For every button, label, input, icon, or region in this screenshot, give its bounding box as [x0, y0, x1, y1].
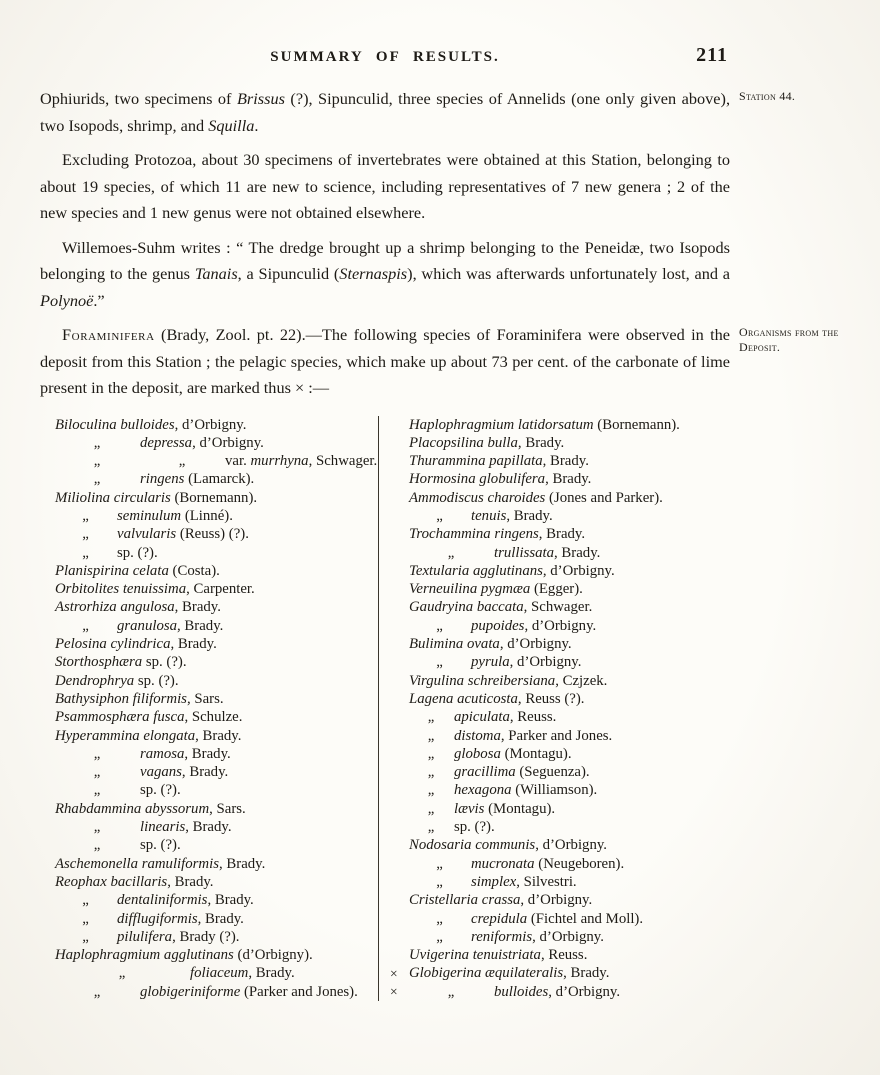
species-row	[55, 598, 378, 616]
species-row	[55, 507, 378, 525]
taxon-name: Sternaspis	[339, 264, 408, 283]
text-run: , Sars.	[209, 800, 246, 817]
text-run: sp. (?).	[140, 782, 181, 799]
species-row	[55, 727, 378, 745]
ditto-mark: „	[82, 892, 90, 909]
taxon-name: mucronata	[471, 855, 535, 872]
text-run: (Lamarck).	[184, 471, 255, 488]
species-row	[55, 544, 378, 562]
taxon-name: Bulimina ovata	[409, 636, 500, 653]
taxon-name: lævis	[454, 800, 485, 817]
text-run: , Czjzek.	[555, 672, 608, 689]
taxon-name: Placopsilina bulla	[409, 434, 518, 451]
species-row	[55, 617, 378, 635]
text-run: (Montagu).	[500, 745, 572, 762]
taxon-name: Storthosphæra	[55, 654, 143, 671]
ditto-mark: „	[82, 507, 90, 524]
ditto-mark: „	[93, 453, 102, 470]
species-row	[409, 708, 852, 726]
taxon-name: Astrorhiza angulosa	[55, 599, 175, 616]
text-run: , d’Orbigny.	[499, 636, 572, 653]
taxon-name: Reophax bacillaris	[55, 873, 168, 890]
taxon-name: Gaudryina baccata	[409, 599, 524, 616]
text-run: , d’Orbigny.	[535, 837, 607, 854]
text-run: , Schwager.	[308, 453, 378, 470]
taxon-name: murrhyna	[250, 453, 309, 470]
taxon-name: Haplophragmium latidorsatum	[409, 416, 594, 433]
ditto-mark: „	[93, 837, 102, 854]
text-run: (Seguenza).	[515, 764, 590, 781]
species-row	[409, 635, 852, 653]
text-run: (Neugeboren).	[534, 855, 625, 872]
species-row	[55, 910, 378, 928]
text-run: , d’Orbigny.	[532, 928, 604, 945]
taxon-name: Uvigerina tenuistriata	[409, 947, 541, 964]
taxon-name: Ammodiscus charoides	[409, 489, 546, 506]
species-row	[55, 470, 378, 488]
species-row	[409, 452, 852, 470]
taxon-name: Aschemonella ramuliformis	[55, 855, 219, 872]
text-run: Willemoes-Suhm writes : “ The dredge brought up a shrimp belonging to the Peneidæ, two Isopods belonging to the genus	[40, 237, 730, 283]
species-row	[409, 507, 852, 525]
species-row	[409, 416, 852, 434]
text-run: var.	[225, 453, 251, 470]
ditto-mark: „	[178, 453, 187, 470]
taxon-name: Biloculina bulloides	[55, 416, 175, 433]
taxon-name: valvularis	[117, 526, 177, 543]
ditto-mark: „	[427, 819, 436, 836]
text-run: , Brady.	[174, 599, 221, 616]
taxon-name: simplex	[471, 873, 517, 890]
species-row	[55, 946, 378, 964]
species-row	[409, 763, 852, 781]
text-run: .	[254, 115, 259, 135]
text-run: , Reuss (?).	[517, 690, 585, 707]
text-run: , Parker and Jones.	[500, 727, 613, 744]
species-row	[409, 928, 852, 946]
text-run: , Brady.	[506, 507, 553, 524]
text-run: , Brady.	[542, 453, 589, 470]
text-run: (Brady, Zool. pt. 22).—The following species of Foraminifera were observed in the deposit from this Station ; the pelagic species, which make up about 73 per cent. of the carbonate of lime present in the deposit, are marked thus × :—	[40, 325, 730, 397]
taxon-name: Tanais	[194, 264, 238, 283]
text-run: (Jones and Parker).	[545, 489, 663, 506]
species-row	[409, 562, 852, 580]
small-caps-text: Foraminifera	[62, 325, 155, 344]
text-run: , d’Orbigny.	[524, 617, 597, 634]
species-row	[409, 910, 852, 928]
text-run: , d’Orbigny.	[548, 983, 621, 1000]
text-run: (Montagu).	[484, 800, 556, 817]
taxon-name: Miliolina circularis	[55, 489, 171, 506]
page-content	[40, 44, 839, 1001]
text-run: sp. (?).	[454, 819, 495, 836]
text-run: , d’Orbigny.	[520, 892, 593, 909]
ditto-mark: „	[82, 544, 90, 561]
species-row	[409, 672, 852, 690]
taxon-name: Squilla	[208, 115, 255, 135]
text-run: (Linné).	[181, 507, 233, 524]
species-row	[409, 653, 852, 671]
text-run: , Brady.	[554, 544, 601, 561]
taxon-name: linearis	[140, 819, 186, 836]
species-row	[55, 818, 378, 836]
ditto-mark: „	[82, 928, 90, 945]
taxon-name: Virgulina schreibersiana	[409, 672, 556, 689]
taxon-name: seminulum	[117, 507, 182, 524]
species-row	[55, 928, 378, 946]
species-row	[390, 964, 852, 982]
text-run: , Brady.	[195, 727, 242, 744]
ditto-mark: „	[436, 928, 444, 945]
taxon-name: pupoides	[471, 617, 525, 634]
taxon-name: Planispirina celata	[55, 562, 169, 579]
species-row	[55, 781, 378, 799]
species-row	[409, 745, 852, 763]
ditto-mark: „	[427, 782, 436, 799]
text-run: , d’Orbigny.	[174, 416, 247, 433]
species-row	[409, 489, 852, 507]
text-run: ), which was afterwards unfortunately lost, and a	[407, 264, 731, 283]
taxon-name: reniformis	[471, 928, 533, 945]
species-row	[409, 781, 852, 799]
text-run: , Brady.	[219, 855, 266, 872]
text-run: , Brady.	[563, 965, 610, 982]
species-row	[55, 672, 378, 690]
taxon-name: crepidula	[471, 910, 528, 927]
species-row	[55, 416, 378, 434]
species-row	[55, 983, 378, 1001]
text-run: sp. (?).	[140, 837, 181, 854]
taxon-name: bulloides	[494, 983, 549, 1000]
species-row	[55, 763, 378, 781]
taxon-name: ringens	[140, 471, 185, 488]
ditto-mark: „	[93, 819, 102, 836]
ditto-mark: „	[436, 855, 444, 872]
ditto-mark: „	[447, 544, 456, 561]
species-row	[55, 562, 378, 580]
taxon-name: Thurammina papillata	[409, 453, 543, 470]
taxon-name: Brissus	[236, 89, 285, 108]
taxon-name: Haplophragmium agglutinans	[55, 947, 234, 964]
taxon-name: Rhabdammina abyssorum	[55, 800, 210, 817]
species-row	[55, 745, 378, 763]
text-run: .”	[93, 290, 105, 310]
text-run: sp. (?).	[117, 544, 158, 561]
species-row	[55, 891, 378, 909]
species-row	[409, 818, 852, 836]
taxon-name: Textularia agglutinans	[409, 562, 543, 579]
species-row	[55, 836, 378, 854]
ditto-mark: „	[93, 782, 102, 799]
species-row	[409, 470, 852, 488]
species-row	[55, 452, 378, 470]
text-run: , Schulze.	[184, 709, 243, 726]
species-row	[409, 727, 852, 745]
taxon-name: Psammosphæra fusca	[55, 709, 185, 726]
taxon-name: Verneuilina pygmæa	[409, 581, 531, 598]
ditto-mark: „	[82, 617, 90, 634]
page-number: 211	[696, 44, 728, 66]
taxon-name: pilulifera	[117, 928, 173, 945]
taxon-name: Hormosina globulifera	[409, 471, 546, 488]
text-run: sp. (?).	[142, 654, 187, 671]
text-run: , Brady.	[538, 526, 586, 543]
species-column-left	[40, 416, 378, 1002]
foraminifera-species-list	[40, 416, 852, 1002]
taxon-name: globosa	[454, 745, 501, 762]
ditto-mark: „	[82, 526, 90, 543]
taxon-name: Pelosina cylindrica	[55, 636, 171, 653]
taxon-name: tenuis	[471, 507, 507, 524]
taxon-name: distoma	[454, 727, 501, 744]
ditto-mark: „	[82, 910, 90, 927]
ditto-mark: „	[93, 745, 102, 762]
species-row	[409, 617, 852, 635]
ditto-mark: „	[427, 764, 436, 781]
paragraph	[40, 235, 730, 315]
taxon-name: Hyperammina elongata	[55, 727, 196, 744]
species-row	[55, 434, 378, 452]
species-row	[55, 653, 378, 671]
text-run: , Reuss.	[509, 709, 557, 726]
species-row	[55, 489, 378, 507]
taxon-name: foliaceum	[190, 965, 249, 982]
ditto-mark: „	[427, 727, 436, 744]
text-run: (Costa).	[168, 562, 220, 579]
species-row	[409, 891, 852, 909]
species-row	[55, 708, 378, 726]
text-run: , Sars.	[186, 690, 224, 707]
running-head	[40, 46, 730, 72]
text-run: sp. (?).	[134, 672, 179, 689]
text-run: (Bornemann).	[593, 416, 680, 433]
species-row	[409, 873, 852, 891]
taxon-name: ramosa	[140, 745, 185, 762]
ditto-mark: „	[436, 910, 444, 927]
species-row	[55, 964, 378, 982]
ditto-mark: „	[427, 800, 436, 817]
text-run: , Schwager.	[523, 599, 593, 616]
species-row	[55, 580, 378, 598]
taxon-name: Orbitolites tenuissima	[55, 581, 187, 598]
species-row	[409, 800, 852, 818]
taxon-name: vagans	[140, 764, 182, 781]
species-row	[409, 434, 852, 452]
text-run: , Brady.	[517, 434, 565, 451]
taxon-name: Cristellaria crassa	[409, 892, 521, 909]
text-run: , Brady.	[184, 745, 231, 762]
paragraph	[40, 322, 839, 402]
text-run: (Williamson).	[511, 782, 598, 799]
text-run: , Silvestri.	[516, 873, 577, 890]
species-row	[55, 525, 378, 543]
taxon-name: trullissata	[494, 544, 555, 561]
body-paragraphs	[40, 86, 839, 402]
species-row	[55, 855, 378, 873]
ditto-mark: „	[436, 873, 444, 890]
ditto-mark: „	[93, 764, 102, 781]
taxon-name: Polynoë	[40, 290, 94, 310]
text-run: (Parker and Jones).	[240, 983, 358, 1000]
species-row	[409, 598, 852, 616]
taxon-name: Bathysiphon filiformis	[55, 690, 187, 707]
paragraph	[40, 86, 796, 139]
text-run: , Brady.	[177, 617, 224, 634]
taxon-name: Globigerina æquilateralis	[409, 965, 564, 982]
species-row	[409, 946, 852, 964]
taxon-name: granulosa	[117, 617, 178, 634]
pelagic-marker: ×	[390, 984, 398, 1000]
species-row	[409, 544, 852, 562]
taxon-name: apiculata	[454, 709, 510, 726]
text-run: , Brady.	[167, 873, 214, 890]
ditto-mark: „	[436, 654, 444, 671]
species-row	[409, 580, 852, 598]
text-run: , d’Orbigny.	[509, 654, 582, 671]
margin-note: Station 44.	[739, 89, 796, 103]
taxon-name: depressa	[140, 434, 193, 451]
text-run: , Brady (?).	[172, 928, 240, 945]
taxon-name: Dendrophrya	[55, 672, 135, 689]
species-row	[55, 690, 378, 708]
ditto-mark: „	[436, 617, 444, 634]
taxon-name: pyrula	[471, 654, 510, 671]
ditto-mark: „	[427, 745, 436, 762]
ditto-mark: „	[93, 471, 102, 488]
text-run: , d’Orbigny.	[542, 562, 615, 579]
ditto-mark: „	[93, 983, 102, 1000]
taxon-name: hexagona	[454, 782, 512, 799]
taxon-name: Nodosaria communis	[409, 837, 536, 854]
species-row	[55, 873, 378, 891]
text-run: (Reuss) (?).	[176, 526, 249, 543]
text-run: , d’Orbigny.	[192, 434, 264, 451]
ditto-mark: „	[436, 507, 444, 524]
ditto-mark: „	[93, 434, 102, 451]
taxon-name: Trochammina ringens	[409, 526, 539, 543]
margin-note: Organisms from the Deposit.	[739, 325, 839, 354]
text-run: , a Sipunculid (	[237, 264, 340, 283]
text-run: , Brady.	[545, 471, 592, 488]
text-run: (Fichtel and Moll).	[527, 910, 644, 927]
text-run: , Brady.	[248, 965, 295, 982]
taxon-name: globigeriniforme	[140, 983, 241, 1000]
species-row	[55, 635, 378, 653]
species-row	[409, 690, 852, 708]
pelagic-marker: ×	[390, 965, 398, 981]
taxon-name: dentaliniformis	[117, 892, 208, 909]
text-run: , Brady.	[181, 764, 229, 781]
species-row	[55, 800, 378, 818]
species-row	[409, 525, 852, 543]
ditto-mark: „	[427, 709, 436, 726]
ditto-mark: „	[447, 983, 456, 1000]
text-run: , Brady.	[185, 819, 232, 836]
taxon-name: gracillima	[454, 764, 516, 781]
text-run: , Brady.	[207, 892, 254, 909]
taxon-name: difflugiformis	[117, 910, 198, 927]
page-heading: SUMMARY OF RESULTS.	[270, 49, 500, 65]
species-row	[409, 836, 852, 854]
text-run: , Reuss.	[540, 947, 588, 964]
text-run: , Carpenter.	[186, 581, 255, 598]
text-run: Ophiurids, two specimens of	[40, 89, 237, 108]
text-run: , Brady.	[197, 910, 244, 927]
species-column-right	[378, 416, 852, 1002]
paragraph	[40, 147, 730, 227]
text-run: (Bornemann).	[170, 489, 258, 506]
text-run: Excluding Protozoa, about 30 specimens of invertebrates were obtained at this Station, belonging to about 19 species, of which 11 are new to science, including representatives of 7 new genera ; 2 of the new species and 1 new genus were not obtained elsewhere.	[40, 150, 730, 222]
text-run: , Brady.	[170, 636, 217, 653]
text-run: (?), Sipunculid, three species of Annelids (one only given above), two Isopods, shrimp, and	[40, 89, 731, 135]
ditto-mark: „	[118, 965, 127, 982]
species-row	[390, 983, 852, 1001]
species-row	[409, 855, 852, 873]
text-run: (Egger).	[530, 581, 583, 598]
taxon-name: Lagena acuticosta	[409, 690, 518, 707]
text-run: (d’Orbigny).	[233, 947, 313, 964]
